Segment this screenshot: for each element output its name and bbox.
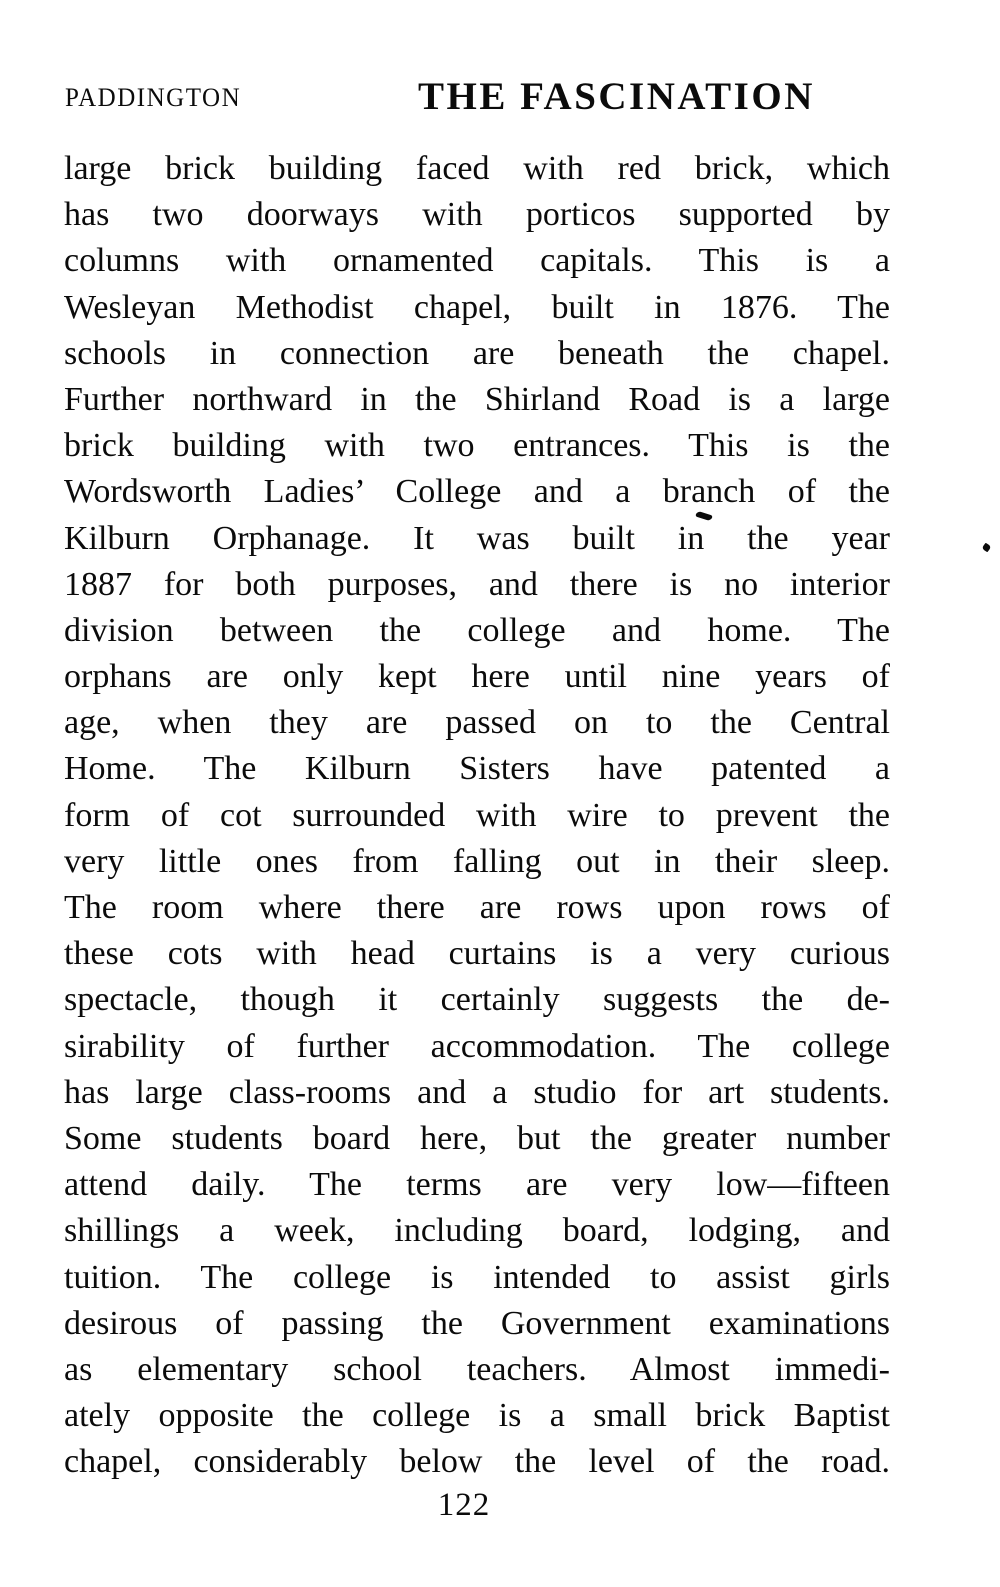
text-line: Some students board here, but the greater number xyxy=(64,1119,890,1157)
text-line: The room where there are rows upon rows of xyxy=(64,889,890,926)
text-line: schools in connection are beneath the chapel. xyxy=(64,334,890,372)
text-line: brick building with two entrances. This is the xyxy=(64,427,890,465)
text-line: has large class-rooms and a studio for art students. xyxy=(64,1073,890,1111)
running-header xyxy=(0,0,1000,130)
text-line: spectacle, though it certainly suggests the de- xyxy=(64,981,890,1019)
text-line: has two doorways with porticos supported by xyxy=(64,196,890,234)
text-line: desirous of passing the Government examinations xyxy=(64,1304,890,1342)
text-line: orphans are only kept here until nine years of xyxy=(64,658,890,696)
text-line: Kilburn Orphanage. It was built in the year xyxy=(64,519,890,557)
running-header-section: PADDINGTON xyxy=(65,84,242,113)
text-line: tuition. The college is intended to assist girls xyxy=(64,1258,890,1296)
text-line: form of cot surrounded with wire to prevent the xyxy=(64,796,890,834)
page-number: 122 xyxy=(437,1487,491,1523)
text-line: large brick building faced with red brick, which xyxy=(64,150,890,187)
text-line: Home. The Kilburn Sisters have patented a xyxy=(64,750,890,788)
text-line: chapel, considerably below the level of the road. xyxy=(64,1443,890,1481)
text-line: sirability of further accommodation. The college xyxy=(64,1027,890,1065)
text-line: columns with ornamented capitals. This is a xyxy=(64,242,890,280)
running-header-title: THE FASCINATION xyxy=(418,75,815,118)
text-line: division between the college and home. The xyxy=(64,611,890,649)
text-line: Further northward in the Shirland Road is a large xyxy=(64,380,890,418)
text-line: as elementary school teachers. Almost immedi- xyxy=(64,1350,890,1388)
ink-speck-mark xyxy=(982,543,992,553)
text-line: these cots with head curtains is a very curious xyxy=(64,935,890,973)
text-line: Wordsworth Ladies’ College and a branch of the xyxy=(64,473,890,511)
text-line: Wesleyan Methodist chapel, built in 1876. The xyxy=(64,288,890,326)
text-line: age, when they are passed on to the Central xyxy=(64,704,890,742)
text-line: shillings a week, including board, lodging, and xyxy=(64,1212,890,1250)
body-text xyxy=(64,146,890,1485)
text-line: 1887 for both purposes, and there is no interior xyxy=(64,565,890,603)
text-line: very little ones from falling out in their sleep. xyxy=(64,842,890,880)
text-line: attend daily. The terms are very low—fifteen xyxy=(64,1166,890,1204)
text-line: ately opposite the college is a small brick Baptist xyxy=(64,1397,890,1435)
